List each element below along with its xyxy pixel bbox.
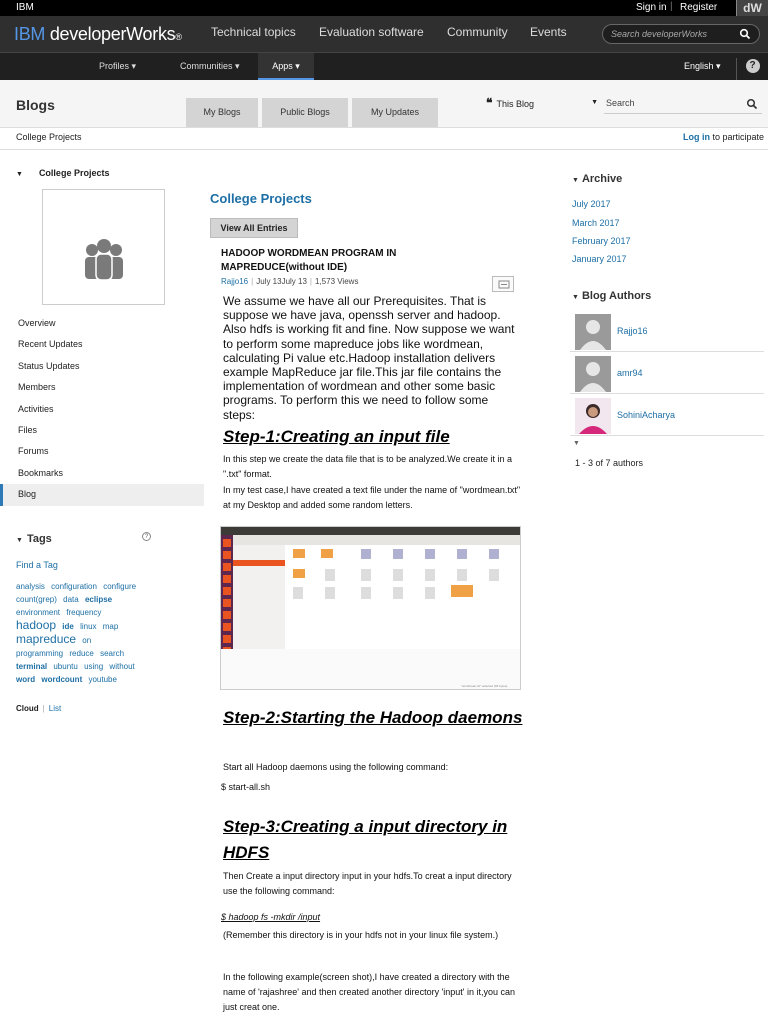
- community-sidebar: [0, 150, 204, 1024]
- archive-link[interactable]: January 2017: [572, 254, 627, 264]
- menu-recent-updates[interactable]: Recent Updates: [18, 339, 83, 350]
- tag-link[interactable]: without: [109, 662, 135, 671]
- blog-main: [204, 150, 564, 1024]
- step-3-command: $ hadoop fs -mkdir /input: [221, 912, 321, 922]
- tag-view-toggle: [16, 704, 61, 713]
- step-1-text-1: In this step we create the data file that is to be analyzed.We create it in a ".txt" format.: [223, 454, 512, 479]
- author-row[interactable]: [570, 354, 764, 394]
- entry-views: 1,573 Views: [315, 277, 359, 286]
- list-view-link[interactable]: List: [48, 704, 62, 713]
- archive-link[interactable]: February 2017: [572, 236, 631, 246]
- author-name[interactable]: SohiniAcharya: [617, 410, 676, 420]
- tag-link[interactable]: search: [100, 649, 125, 658]
- author-row[interactable]: [570, 312, 764, 352]
- avatar: [575, 314, 611, 350]
- tags-header[interactable]: [16, 533, 52, 545]
- tag-link[interactable]: word: [16, 675, 36, 684]
- chevron-down-icon: ▾: [235, 61, 240, 71]
- sub-navigation: [0, 52, 768, 80]
- step-3-heading: Step-3:Creating a input directory in HDFS: [223, 817, 508, 862]
- tag-link[interactable]: programming: [16, 649, 64, 658]
- breadcrumb[interactable]: College Projects: [16, 132, 82, 142]
- tag-link[interactable]: map: [102, 622, 119, 631]
- tag-link[interactable]: hadoop: [16, 618, 57, 632]
- community-name: College Projects: [38, 168, 110, 178]
- step-3-text-2: In the following example(screen shot),I have created a directory with the name of 'rajashree' and then created another directory 'input' in it,you can just creat one.: [223, 972, 516, 1012]
- brand-ibm: IBM: [14, 24, 46, 44]
- nav-profiles[interactable]: Profiles ▾: [99, 61, 137, 71]
- blogs-header: [0, 80, 768, 128]
- view-all-entries-button[interactable]: View All Entries: [210, 218, 298, 238]
- help-button[interactable]: [736, 58, 768, 80]
- authors-header[interactable]: [572, 290, 651, 302]
- tag-link[interactable]: terminal: [16, 662, 48, 671]
- dw-search-placeholder: Search developerWorks: [611, 29, 708, 39]
- chevron-down-icon: ▾: [131, 61, 137, 71]
- page-title[interactable]: College Projects: [210, 191, 312, 206]
- tag-link[interactable]: count(grep): [16, 595, 57, 604]
- author-name[interactable]: amr94: [617, 368, 643, 378]
- entry-date: July 13July 13: [256, 277, 307, 286]
- login-prompt: [683, 132, 764, 142]
- community-avatar: [42, 189, 165, 305]
- dw-search-input[interactable]: [602, 24, 760, 44]
- view-separator: |: [42, 704, 45, 713]
- search-icon[interactable]: [739, 28, 751, 40]
- help-icon: ?: [746, 59, 760, 73]
- nav-apps[interactable]: Apps ▾: [258, 53, 314, 80]
- collapse-triangle-icon: ▼: [16, 537, 23, 544]
- collapse-triangle-icon: ▼: [16, 171, 23, 178]
- community-header[interactable]: [16, 168, 109, 178]
- menu-forums[interactable]: Forums: [18, 446, 49, 457]
- tag-link[interactable]: ide: [62, 622, 74, 631]
- breadcrumb-bar: [0, 128, 768, 150]
- author-name[interactable]: Rajjo16: [617, 326, 648, 336]
- help-icon[interactable]: ?: [142, 532, 151, 541]
- nav-community[interactable]: Community: [447, 25, 508, 39]
- archive-header[interactable]: [572, 173, 622, 185]
- developerworks-header: [0, 16, 768, 52]
- nav-evaluation-software[interactable]: Evaluation software: [319, 25, 424, 39]
- menu-overview[interactable]: Overview: [18, 318, 56, 328]
- step-1-text-2: In my test case,I have created a text file under the name of "wordmean.txt" at my Desktop and added some random letters.: [223, 485, 521, 510]
- masthead-separator: |: [670, 1, 673, 12]
- login-rest-text: to participate: [712, 132, 764, 142]
- tag-link[interactable]: youtube: [88, 675, 117, 684]
- tag-link[interactable]: wordcount: [41, 675, 83, 684]
- brand-developerworks: developerWorks: [49, 24, 176, 44]
- step-2-heading: Step-2:Starting the Hadoop daemons: [223, 708, 523, 727]
- menu-blog[interactable]: Blog: [0, 484, 204, 505]
- desktop-screenshot-image: [220, 526, 521, 690]
- tag-link[interactable]: ubuntu: [53, 662, 78, 671]
- nav-communities[interactable]: Communities ▾: [180, 61, 240, 71]
- tag-link[interactable]: frequency: [66, 608, 102, 617]
- chevron-down-icon: ▾: [295, 61, 300, 71]
- chevron-down-icon: ▾: [716, 61, 721, 71]
- menu-bookmarks[interactable]: Bookmarks: [18, 467, 64, 478]
- ibm-link[interactable]: IBM: [16, 2, 34, 13]
- blogs-title: Blogs: [16, 97, 55, 113]
- language-selector[interactable]: English ▾: [684, 61, 721, 71]
- entry-meta: [221, 277, 358, 286]
- community-menu: [0, 313, 204, 506]
- collapse-triangle-icon: ▼: [572, 177, 579, 184]
- sign-in-link[interactable]: Sign in: [636, 2, 667, 13]
- meta-separator: |: [309, 277, 312, 286]
- tag-link[interactable]: linux: [80, 622, 97, 631]
- menu-files[interactable]: Files: [18, 424, 38, 435]
- menu-status-updates[interactable]: Status Updates: [18, 360, 80, 371]
- tag-link[interactable]: configure: [103, 582, 137, 591]
- collapse-triangle-icon: ▼: [572, 294, 579, 301]
- entry-intro: We assume we have all our Prerequisites. That is suppose we have java, openssh server and hadoop. Also hdfs is working fit and fine. Now suppose we want to perform some mapreduce jobs like wordmean, calculating Pi value etc.Hadoop installation delivers example MapReduce jar file.This jar file contains the implementation of wordmean and other some basic programs. To perform this we need to follow some steps:: [223, 294, 515, 422]
- ibm-masthead: [0, 0, 768, 16]
- tag-link[interactable]: reduce: [69, 649, 94, 658]
- quote-icon: ❝: [486, 96, 493, 110]
- login-link[interactable]: Log in: [682, 132, 710, 142]
- tab-public-blogs[interactable]: Public Blogs: [262, 98, 348, 127]
- collapse-triangle-icon[interactable]: ▼: [573, 440, 580, 447]
- group-icon: [43, 190, 166, 306]
- tag-link[interactable]: configuration: [51, 582, 97, 591]
- avatar: [575, 398, 611, 434]
- blog-search-input[interactable]: [604, 96, 762, 114]
- avatar: [575, 356, 611, 392]
- brand-registered: ®: [175, 32, 182, 42]
- developerworks-logo[interactable]: [14, 24, 182, 45]
- tag-link[interactable]: mapreduce: [16, 632, 77, 646]
- tags-title: Tags: [26, 533, 52, 545]
- search-scope-value: This Blog: [496, 99, 534, 109]
- search-scope-select[interactable]: [486, 96, 602, 112]
- register-link[interactable]: Register: [680, 2, 718, 13]
- tag-link[interactable]: eclipse: [84, 595, 113, 604]
- nav-technical-topics[interactable]: Technical topics: [211, 25, 296, 39]
- tag-link[interactable]: analysis: [16, 582, 45, 591]
- author-link[interactable]: Rajjo16: [221, 277, 249, 286]
- blog-search-placeholder: Search: [606, 98, 635, 108]
- find-tag-link[interactable]: Find a Tag: [16, 560, 58, 570]
- tag-cloud: [16, 580, 146, 686]
- tab-my-blogs[interactable]: My Blogs: [186, 98, 258, 127]
- dw-logo[interactable]: dW: [736, 0, 768, 16]
- step-1-heading: Step-1:Creating an input file: [223, 427, 450, 446]
- tag-link[interactable]: on: [82, 636, 92, 645]
- tag-link[interactable]: using: [84, 662, 104, 671]
- ubuntu-file-manager-picture: [221, 527, 521, 690]
- blog-right-sidebar: [564, 150, 768, 1024]
- menu-members[interactable]: Members: [18, 382, 56, 393]
- chevron-down-icon: ▼: [591, 99, 598, 106]
- authors-count: 1 - 3 of 7 authors: [575, 458, 644, 468]
- author-row[interactable]: [570, 396, 764, 436]
- step-2-text: Start all Hadoop daemons using the following command:: [223, 762, 449, 772]
- screenshot-caption: "wordmean.txt" selected (83 bytes): [461, 684, 508, 688]
- archive-link[interactable]: July 2017: [572, 199, 611, 209]
- archive-link[interactable]: March 2017: [572, 218, 620, 228]
- tab-my-updates[interactable]: My Updates: [352, 98, 438, 127]
- meta-separator: |: [251, 277, 254, 286]
- tag-link[interactable]: data: [63, 595, 79, 604]
- menu-activities[interactable]: Activities: [18, 403, 54, 414]
- step-3-text: Then Create a input directory input in your hdfs.To creat a input directory use the following command:: [223, 871, 512, 896]
- step-2-command: $ start-all.sh: [221, 782, 271, 792]
- tag-link[interactable]: environment: [16, 608, 61, 617]
- nav-events[interactable]: Events: [530, 25, 567, 39]
- entry-title[interactable]: HADOOP WORDMEAN PROGRAM IN MAPREDUCE(without IDE): [221, 248, 397, 273]
- archive-title: Archive: [581, 173, 623, 185]
- step-3-note: (Remember this directory is in your hdfs not in your linux file system.): [223, 930, 499, 940]
- comment-icon[interactable]: [492, 276, 514, 292]
- cloud-view-label: Cloud: [16, 704, 39, 713]
- authors-title: Blog Authors: [581, 290, 652, 302]
- search-icon[interactable]: [746, 98, 758, 110]
